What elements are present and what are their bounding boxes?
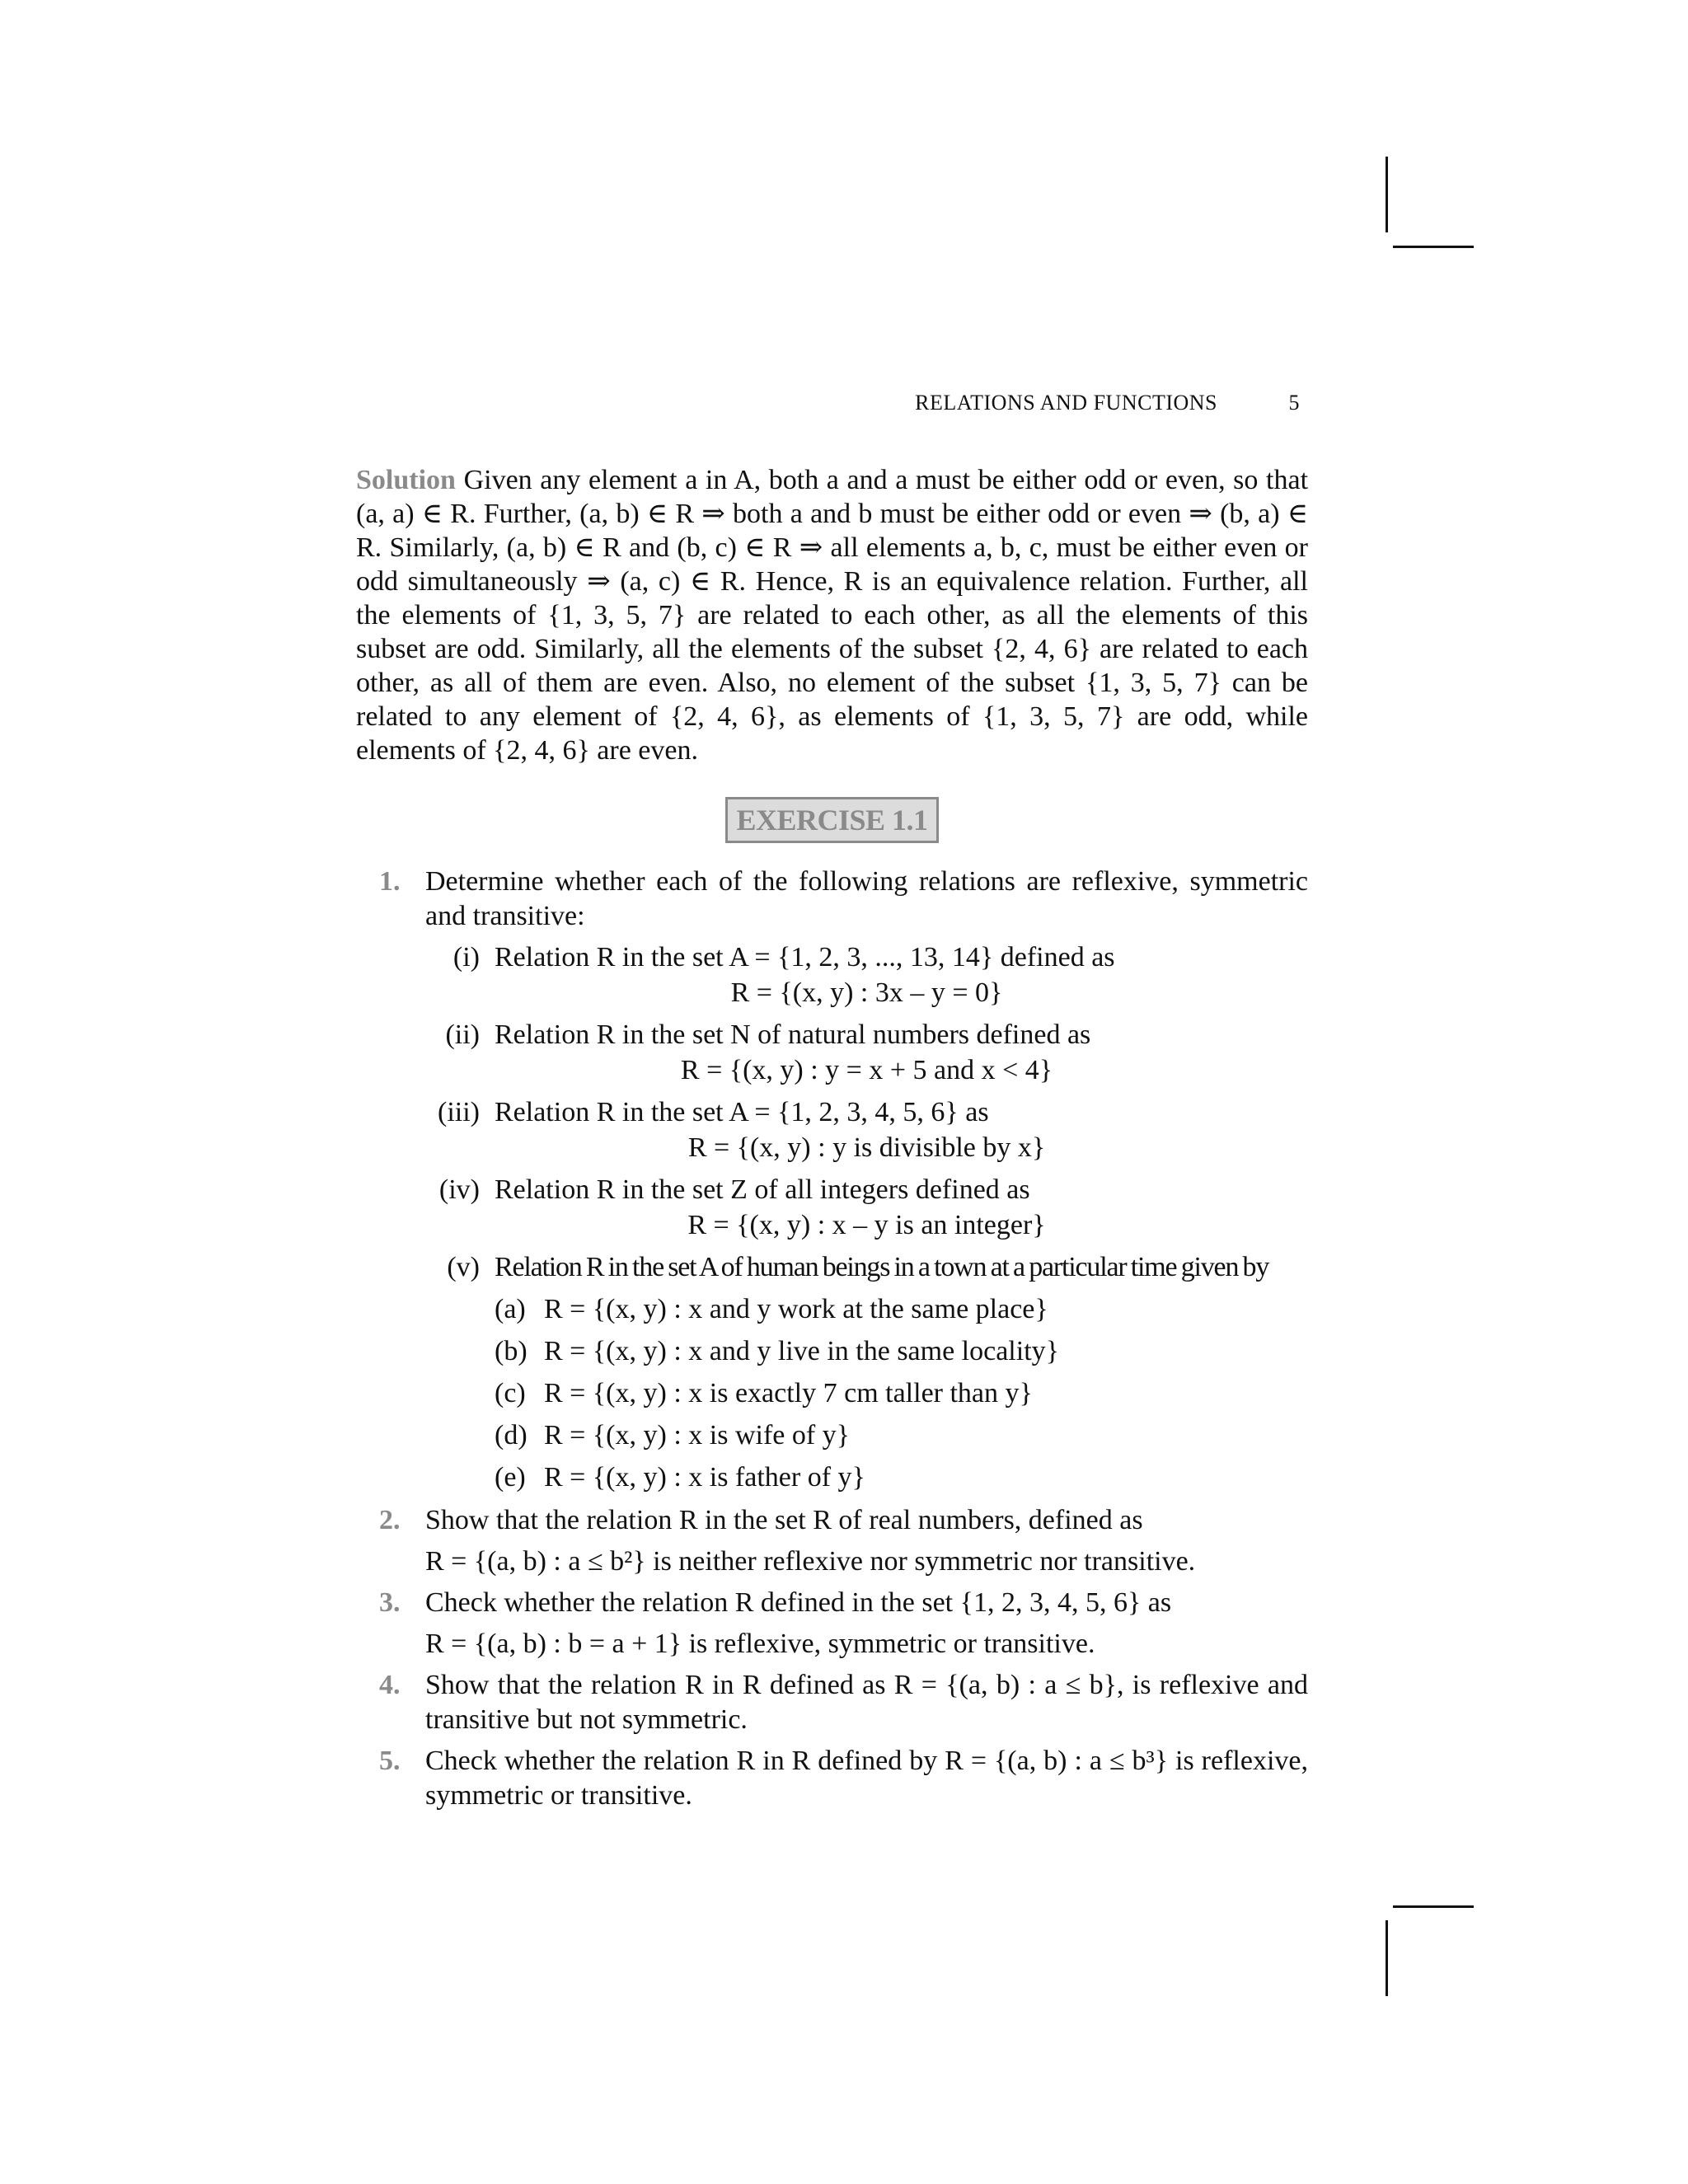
part-text: Relation R in the set N of natural numbers defined as <box>495 1019 1091 1050</box>
question-text: Check whether the relation R defined in the set {1, 2, 3, 4, 5, 6} as <box>425 1587 1172 1618</box>
question-1-part-iii <box>356 1095 1308 1130</box>
exercise-heading: EXERCISE 1.1 <box>725 797 938 843</box>
question-1-item-c <box>356 1376 1308 1411</box>
item-label: (e) <box>495 1462 526 1493</box>
item-text: R = {(x, y) : x is exactly 7 cm taller than y} <box>544 1378 1033 1408</box>
textbook-page <box>356 381 1308 1820</box>
part-label: (iii) <box>438 1097 480 1127</box>
question-number: 1. <box>379 866 401 897</box>
solution-label: Solution <box>356 465 456 495</box>
part-text: Relation R in the set Z of all integers defined as <box>495 1174 1030 1205</box>
question-formula: R = {(a, b) : a ≤ b²} is neither reflexive nor symmetric nor transitive. <box>425 1546 1196 1577</box>
question-number: 3. <box>379 1587 401 1618</box>
item-text: R = {(x, y) : x is wife of y} <box>544 1420 850 1451</box>
item-label: (a) <box>495 1294 526 1324</box>
part-text: Relation R in the set A of human beings in a town at a particular time given by <box>495 1252 1269 1282</box>
question-text: Show that the relation R in the set R of real numbers, defined as <box>425 1505 1143 1535</box>
part-formula: R = {(x, y) : 3x – y = 0} <box>730 977 1003 1008</box>
item-text: R = {(x, y) : x and y work at the same place} <box>544 1294 1048 1324</box>
solution-text: Given any element a in A, both a and a must be either odd or even, so that (a, a) ∈ R. Further, (a, b) ∈ R ⇒ both a and b must be either odd or even ⇒ (b, a) ∈ R. Similarly, (a, b) ∈ R and (b, c) ∈ R ⇒ all elements a, b, c, must be either even or odd simultaneously ⇒ (a, c) ∈ R. Hence, R is an equivalence relation. Further, all the elements of {1, 3, 5, 7} are related to each other, as all the elements of this subset are odd. Similarly, all the elements of the subset {2, 4, 6} are related to each other, as all of them are even. Also, no element of the subset {1, 3, 5, 7} can be related to any element of {2, 4, 6}, as elements of {1, 3, 5, 7} are odd, while elements of {2, 4, 6} are even. <box>356 465 1309 766</box>
question-text: Determine whether each of the following relations are reflexive, symmetric and transitive: <box>425 866 1308 931</box>
running-head <box>356 381 1308 414</box>
item-label: (d) <box>495 1420 528 1451</box>
question-1-item-a <box>356 1292 1308 1327</box>
question-4 <box>356 1668 1308 1737</box>
part-text: Relation R in the set A = {1, 2, 3, 4, 5, 6} as <box>495 1097 989 1127</box>
question-1-item-d <box>356 1418 1308 1453</box>
part-label: (ii) <box>445 1019 480 1050</box>
page-number: 5 <box>1288 391 1300 415</box>
question-formula: R = {(a, b) : b = a + 1} is reflexive, symmetric or transitive. <box>425 1629 1095 1659</box>
item-text: R = {(x, y) : x and y live in the same locality} <box>544 1336 1059 1366</box>
item-label: (c) <box>495 1378 526 1408</box>
question-3 <box>356 1586 1308 1661</box>
part-label: (v) <box>447 1252 480 1282</box>
part-text: Relation R in the set A = {1, 2, 3, ..., 13, 14} defined as <box>495 942 1115 972</box>
question-text: Show that the relation R in R defined as R = {(a, b) : a ≤ b}, is reflexive and transitive but not symmetric. <box>425 1670 1308 1735</box>
question-1-item-e <box>356 1460 1308 1495</box>
question-5 <box>356 1744 1308 1813</box>
question-2 <box>356 1503 1308 1579</box>
question-1-part-i <box>356 940 1308 975</box>
part-label: (i) <box>452 942 480 972</box>
exercise-heading-wrap <box>356 797 1308 843</box>
part-formula: R = {(x, y) : y is divisible by x} <box>687 1132 1046 1163</box>
crop-mark-bottom-horizontal <box>1393 1905 1474 1908</box>
question-number: 5. <box>379 1746 401 1776</box>
part-label: (iv) <box>438 1174 480 1205</box>
question-1-item-b <box>356 1334 1308 1369</box>
question-1 <box>356 865 1308 934</box>
crop-mark-top-vertical <box>1386 157 1388 232</box>
question-1-part-ii <box>356 1018 1308 1052</box>
question-number: 2. <box>379 1505 401 1535</box>
running-head-title: RELATIONS AND FUNCTIONS <box>915 391 1217 415</box>
crop-mark-top-horizontal <box>1393 246 1474 248</box>
solution-paragraph <box>356 463 1308 767</box>
item-text: R = {(x, y) : x is father of y} <box>544 1462 865 1493</box>
question-1-part-v <box>356 1250 1308 1285</box>
item-label: (b) <box>495 1336 528 1366</box>
question-number: 4. <box>379 1670 401 1700</box>
part-formula: R = {(x, y) : y = x + 5 and x < 4} <box>680 1055 1053 1085</box>
part-formula: R = {(x, y) : x – y is an integer} <box>687 1210 1046 1240</box>
question-text: Check whether the relation R in R defined by R = {(a, b) : a ≤ b³} is reflexive, symmetric or transitive. <box>425 1746 1308 1811</box>
crop-mark-bottom-vertical <box>1386 1920 1388 1996</box>
question-1-part-iv <box>356 1173 1308 1207</box>
